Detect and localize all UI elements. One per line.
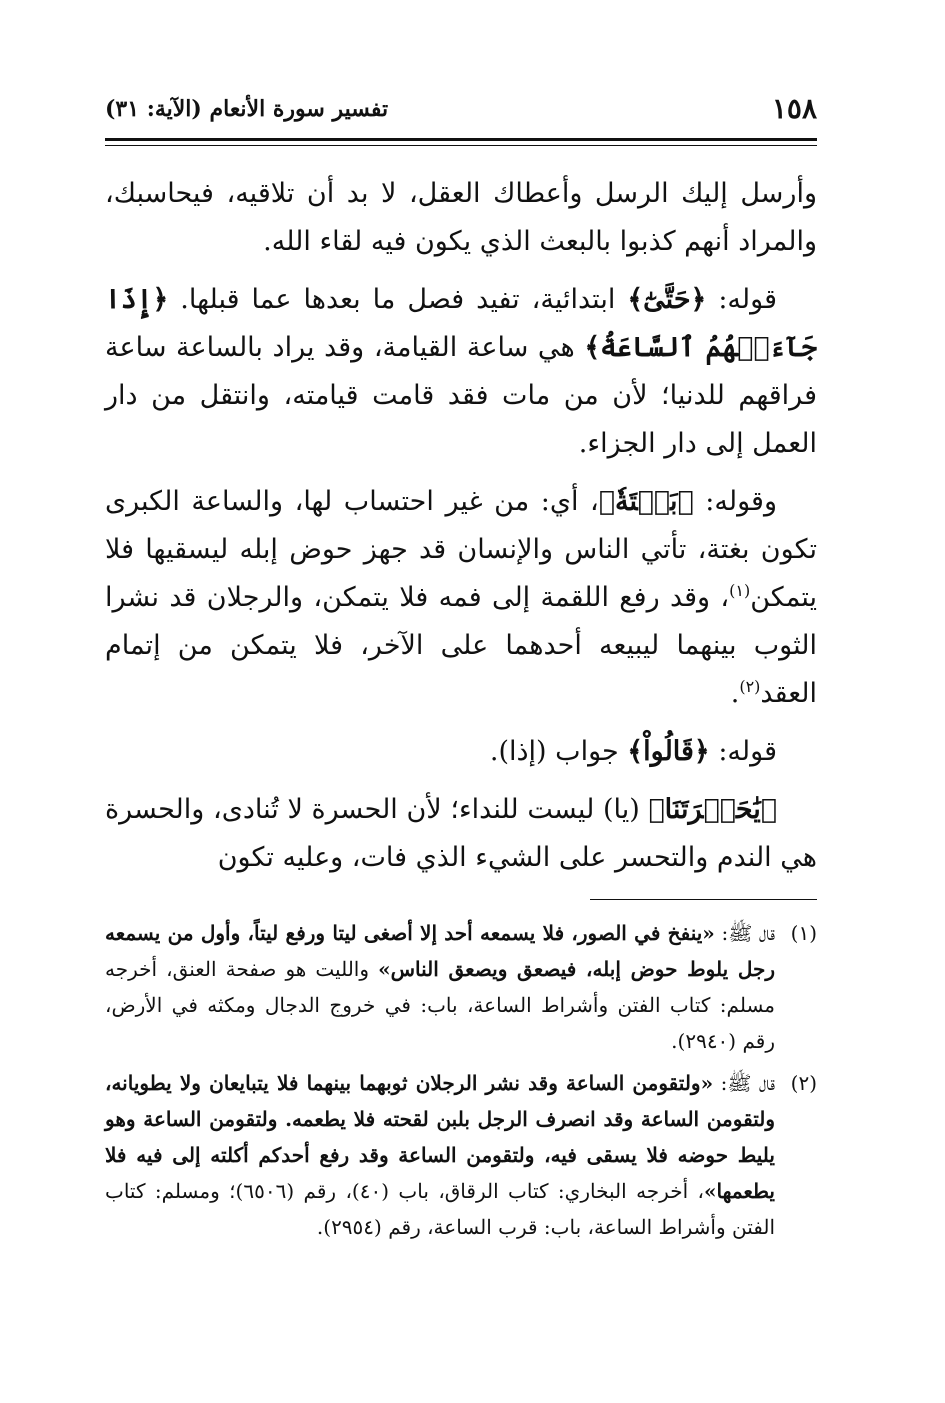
footnote-separator	[590, 899, 817, 900]
paragraph-1	[105, 170, 817, 266]
paragraph-2	[105, 276, 817, 468]
running-title: تفسير سورة الأنعام (الآية: ٣١)	[105, 96, 389, 122]
paragraph-4-lead: قوله:	[709, 736, 777, 767]
footnote-number: (٢)	[790, 1071, 817, 1095]
hadith-quote: «ينفخ في الصور، فلا يسمعه أحد إلا أصغى ليتا ورفع ليتاً، وأول من يسمعه رجل يلوط حوض إبله، فيصعق ويصعق الناس»	[105, 921, 775, 981]
footnote-1	[105, 915, 817, 1059]
paragraph-2-lead: قوله:	[706, 284, 777, 315]
paragraph-3	[105, 478, 817, 718]
footnote-text	[105, 915, 775, 1059]
paragraph-1-text: وأرسل إليك الرسل وأعطاك العقل، لا بد أن تلاقيه، فيحاسبك، والمراد أنهم كذبوا بالبعث الذي يكون فيه لقاء الله.	[105, 178, 817, 257]
quran-quote: ﴿قَالُواْ﴾	[627, 736, 710, 767]
header-rule-thin	[105, 145, 817, 146]
page-header	[105, 92, 817, 132]
quran-quote: ﴿بَغۡتَةٗ﴾	[598, 486, 694, 517]
footnote-lead: قال ﷺ:	[713, 1071, 775, 1095]
paragraph-2-text-c: هي ساعة القيامة، وقد يراد بالساعة ساعة فراقهم للدنيا؛ لأن من مات فقد قامت قيامته، وانتقل من دار العمل إلى دار الجزاء.	[105, 332, 817, 459]
paragraph-2-text-b: ابتدائية، تفيد فصل ما بعدها عما قبلها.	[168, 284, 628, 315]
hadith-quote: «ولتقومن الساعة وقد نشر الرجلان ثوبهما بينهما فلا يتبايعان ولا يطويانه، ولتقومن الساعة وقد انصرف الرجل بلبن لقحته فلا يطعمه. ولتقومن الساعة وهو يليط حوضه فلا يسقى فيه، ولتقومن الساعة وقد رفع أحدكم أكلته إلى فيه فلا يطعمها»	[105, 1071, 775, 1203]
main-text	[105, 170, 817, 892]
paragraph-5	[105, 786, 817, 882]
footnote-ref-1[interactable]: (١)	[729, 581, 751, 600]
paragraph-3-text-c: ، وقد رفع اللقمة إلى فمه فلا يتمكن، والرجلان قد نشرا الثوب بينهما ليبيعه أحدهما على الآخر، فلا يتمكن من إتمام العقد	[105, 582, 817, 709]
paragraph-4-text-b: جواب (إذا).	[489, 736, 628, 767]
header-rule-thick	[105, 138, 817, 141]
quran-quote: ﴿إِذَا جَآءَتۡهُمُ ٱلسَّاعَةُ﴾	[105, 284, 818, 363]
paragraph-4	[105, 728, 817, 776]
footnote-number: (١)	[790, 921, 817, 945]
quran-quote: ﴿حَتَّىٰٓ﴾	[627, 284, 707, 315]
paragraph-5-text: (يا) ليست للنداء؛ لأن الحسرة لا تُنادى، والحسرة هي الندم والتحسر على الشيء الذي فات، وعليه تكون	[105, 794, 817, 873]
footnote-citation: والليت هو صفحة العنق، أخرجه مسلم: كتاب الفتن وأشراط الساعة، باب: في خروج الدجال ومكثه في الأرض، رقم (٢٩٤٠).	[105, 957, 775, 1053]
page-number: ١٥٨	[771, 92, 817, 125]
footnote-citation: ، أخرجه البخاري: كتاب الرقاق، باب (٤٠)، رقم (٦٥٠٦)؛ ومسلم: كتاب الفتن وأشراط الساعة، باب: قرب الساعة، رقم (٢٩٥٤).	[105, 1179, 775, 1239]
paragraph-3-lead: وقوله:	[693, 486, 777, 517]
quran-quote: ﴿يَٰحَسۡرَتَنَا﴾	[648, 794, 777, 825]
footnote-lead: قال ﷺ:	[714, 921, 775, 945]
footnotes	[105, 915, 817, 1251]
footnote-text	[105, 1065, 775, 1245]
paragraph-3-text-b: ، أي: من غير احتساب لها، والساعة الكبرى تكون بغتة، تأتي الناس والإنسان قد جهز حوض إبله ليسقيها فلا يتمكن	[105, 486, 817, 613]
paragraph-3-text-d: .	[730, 678, 740, 709]
footnote-ref-2[interactable]: (٢)	[739, 677, 761, 696]
footnote-2	[105, 1065, 817, 1245]
